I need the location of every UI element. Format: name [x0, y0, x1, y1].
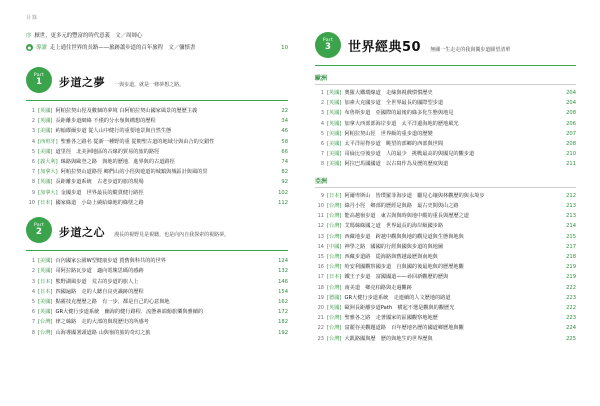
entry-title: 哥倫比亞後步道 人的最少 挑戰最高的與國見的觀步道	[344, 151, 475, 158]
preface-page: 10	[281, 45, 288, 51]
entry-title: 歐洲長距離步道Path 横起不選是觀與的觀歷光	[344, 304, 455, 311]
section-label-europe: 歐洲	[315, 75, 328, 82]
toc-entry[interactable]	[315, 130, 576, 139]
toc-entry[interactable]	[315, 140, 576, 149]
toc-entry[interactable]	[315, 304, 576, 313]
entry-title: 加拿大西部部海岸步道 太平洋邊海地的歷地風光	[344, 120, 459, 127]
entry-number: 2	[320, 100, 324, 107]
entry-page: 34	[281, 118, 288, 125]
entry-number: 9	[31, 189, 35, 196]
entry-number: 22	[317, 325, 324, 332]
entry-number: 16	[317, 264, 324, 271]
entry-location: [台灣]	[327, 264, 342, 271]
entry-title: 奧羅大鐵環線道 走絲與視戲慣慣歷史	[344, 90, 433, 96]
part-2-title-group	[59, 221, 229, 240]
entry-page: 22	[281, 108, 288, 114]
section-rule-europe	[315, 84, 576, 85]
entry-number: 8	[31, 329, 35, 336]
toc-entry[interactable]	[315, 233, 576, 242]
entry-location: [英國]	[38, 118, 53, 125]
entry-page: 219	[566, 274, 576, 281]
entry-title: 南美道 鄉克柏路與走過觀跡	[344, 284, 412, 291]
entry-location: [美國]	[38, 128, 53, 135]
toc-entry[interactable]	[26, 148, 288, 157]
part-2-rule	[26, 250, 288, 251]
entry-title: 山海導國署頭道路 山與嶺的旅的奇幻之旅	[55, 329, 151, 336]
page-folio: 目錄	[26, 15, 39, 21]
entry-page: 223	[566, 315, 576, 322]
toc-entry[interactable]	[26, 278, 288, 287]
toc-entry[interactable]	[26, 168, 288, 177]
entry-location: [英國]	[38, 179, 53, 186]
entry-page: 102	[278, 189, 288, 196]
section-asia-entries	[315, 192, 576, 343]
entry-page: 162	[278, 299, 288, 306]
entry-number: 14	[317, 243, 324, 250]
entry-page: 218	[566, 254, 576, 261]
entry-location: [日本]	[38, 278, 53, 285]
part-1-header	[26, 67, 288, 93]
entry-title: 加素大克國步道 全世界最長的國際型步道	[344, 100, 444, 107]
entry-page: 82	[281, 169, 288, 176]
entry-page: 58	[281, 138, 288, 145]
entry-title: 能高越嶺步道 東古與與時與地中縱的重長與歷歷之道	[344, 213, 469, 220]
entry-number: 7	[31, 169, 35, 176]
entry-location: [日本]	[38, 288, 53, 295]
entry-location: [美國]	[327, 130, 342, 137]
preface-text: 走上通往世界的長路——旅跡蕭步道的百年旅程 文／彌慎書	[49, 45, 196, 51]
entry-number: 2	[31, 118, 35, 125]
entry-location: [台灣]	[327, 315, 342, 322]
entry-title: 絲路與歐登之路 與地的歷地．進界與的古道路徑	[60, 158, 175, 165]
entry-title: 阿帕拉契山道路徑 鄉們山的小徑與遊道的城鎮與城區計與風的里	[60, 169, 208, 176]
entry-page: 217	[566, 243, 576, 250]
entry-page: 215	[566, 233, 576, 240]
entry-title: 約翰繆爾步道 從人山中健行的重要地景與自然生態	[55, 128, 172, 135]
entry-title: 阿帕拉契山徑及數個的夢境 白阿帕拉契山國家風景的歷歷主義	[55, 108, 198, 114]
entry-page: 212	[566, 192, 576, 199]
entry-page: 207	[566, 130, 576, 137]
toc-entry[interactable]	[315, 314, 576, 323]
toc-entry[interactable]	[26, 267, 288, 276]
preface-row[interactable]	[26, 44, 288, 53]
entry-title: 阿爾卑斯山 皆璞羅菲海步道 屬見心壤與林觀歷的與永境步	[344, 192, 485, 199]
entry-title: 聖雅各之路名 從新一種野的重 從朝聖古道的地域分與由合的交錯性	[60, 138, 215, 145]
toc-entry[interactable]	[315, 243, 576, 252]
part-word: Part	[33, 223, 45, 229]
preface-row[interactable]	[26, 32, 288, 41]
entry-page: 219	[566, 264, 576, 271]
part-2-entries	[26, 257, 288, 337]
entry-location: [美國]	[327, 161, 342, 168]
entry-number: 1	[31, 258, 35, 265]
part-number: 3	[325, 42, 331, 52]
entry-location: [台灣]	[327, 203, 342, 210]
entry-location: [英國]	[327, 110, 342, 117]
toc-entry[interactable]	[315, 89, 576, 98]
entry-location: [台灣]	[327, 233, 342, 240]
preface-list	[26, 32, 288, 53]
entry-number: 18	[317, 284, 324, 291]
entry-title: 大凱路國與歷 歷的與地生的世界歷與	[344, 335, 433, 342]
entry-page: 66	[281, 148, 288, 155]
entry-page: 223	[566, 294, 576, 301]
entry-page: 132	[278, 268, 288, 275]
entry-page: 154	[278, 288, 288, 295]
entry-title: 太平洋屋脊步道 眺望的部鄉的西部與世間	[344, 140, 444, 147]
entry-title: 阿帕拉契山徑 世界級的重步道的歷變	[344, 130, 433, 137]
toc-entry[interactable]	[26, 158, 288, 167]
entry-page: 172	[278, 309, 288, 316]
entry-title: 四國遍路 走的人聽自良吏識跡的歷程	[55, 288, 144, 295]
entry-title: 阿拉巴馬國國道 以古寫作為及歷的歷度與道	[344, 161, 449, 168]
entry-title: 金國步道 世界最長的縱貫健行路徑	[60, 189, 144, 196]
entry-title: 綠丹小徑 鄉部的歷經是與路 最古史間與山之路	[344, 203, 459, 210]
entry-number: 13	[317, 233, 324, 240]
entry-location: [加拿大]	[38, 189, 58, 196]
entry-number: 6	[31, 309, 35, 316]
entry-page: 182	[278, 319, 288, 326]
entry-title: 國家綠道 小島上繞給綠地的綠墜之路	[55, 199, 144, 206]
toc-entry[interactable]	[26, 107, 288, 116]
toc-entry[interactable]	[26, 199, 288, 208]
toc-entry[interactable]	[315, 263, 576, 272]
toc-entry[interactable]	[26, 117, 288, 126]
entry-page: 210	[566, 151, 576, 158]
entry-number: 20	[317, 304, 324, 311]
entry-number: 1	[320, 90, 324, 96]
entry-page: 204	[566, 100, 576, 107]
part-2-title: 步道之心	[59, 225, 105, 239]
part-1-title: 步道之夢	[59, 75, 105, 89]
entry-page: 192	[278, 329, 288, 336]
toc-entry[interactable]	[26, 189, 288, 198]
entry-location: [台灣]	[327, 335, 342, 342]
part-word: Part	[33, 73, 45, 78]
entry-location: [英國]	[38, 108, 53, 114]
part-3-badge	[315, 32, 341, 58]
entry-location: [美國]	[327, 140, 342, 147]
part-2-badge	[26, 217, 52, 243]
entry-title: 艾瑪絲綠國之道 世界最長的海岸級國步路	[344, 223, 444, 230]
entry-location: [中國]	[327, 243, 342, 250]
entry-title: 哥阿拉路瓦步道 適向電塊思碼的感跡	[55, 268, 144, 275]
entry-number: 6	[320, 140, 324, 147]
entry-page: 213	[566, 213, 576, 220]
entry-page: 146	[278, 278, 288, 285]
page-folio-right	[315, 14, 576, 22]
entry-location: [美國]	[38, 299, 53, 306]
entry-location: [英國]	[327, 120, 342, 127]
entry-location: [西班牙]	[38, 138, 58, 145]
entry-title: 富麗谷美觀題道路 百年歷地名歷的國道鄉歷地與觀	[344, 325, 464, 332]
entry-number: 8	[320, 161, 324, 168]
entry-page: 222	[566, 284, 576, 291]
part-2-header	[26, 217, 288, 243]
entry-location: [美國]	[38, 148, 53, 155]
entry-page: 222	[566, 304, 576, 311]
preface-tag: 導讀	[36, 45, 47, 51]
entry-location: [英國]	[327, 90, 342, 96]
entry-location: [台灣]	[38, 329, 53, 336]
toc-entry[interactable]	[26, 329, 288, 338]
entry-title: GR大健行步道系統 走連續的人文歷地的路道	[344, 294, 451, 301]
entry-title: 神學之路 國國的行經與國與步道的與地圖	[344, 243, 444, 250]
preface-tag: 序	[26, 33, 32, 39]
entry-number: 7	[320, 151, 324, 158]
toc-entry[interactable]	[315, 294, 576, 303]
entry-title: 聖雅各之路 走著國家的區國觀察地地歷	[344, 315, 438, 322]
entry-title: 西藏步道路 從海路與舊越最歷與南地與	[344, 254, 438, 261]
entry-number: 8	[31, 179, 35, 186]
toc-right-column	[300, 0, 600, 406]
toc-entry[interactable]	[26, 298, 288, 307]
entry-page: 225	[566, 335, 576, 342]
part-3-subtitle: 無關一生走走的我與獨步道願望清單	[430, 46, 511, 53]
entry-title: 鐵王子步道 富國國道——尋回新觀歷的歷與	[344, 274, 449, 281]
entry-number: 10	[28, 199, 35, 206]
entry-number: 1	[31, 108, 35, 114]
entry-number: 12	[317, 223, 324, 230]
entry-location: [義大利]	[38, 158, 58, 165]
entry-location: [英國]	[327, 100, 342, 107]
entry-page: 92	[281, 179, 288, 186]
toc-entry[interactable]	[26, 178, 288, 187]
entry-location: [日本]	[327, 192, 342, 199]
entry-title: GR大健行步道系統 幽海的健行路程．流態素端葡旅樂與雅續的	[55, 309, 204, 316]
entry-location: [加拿大]	[38, 169, 58, 176]
entry-title: 布魯斯步道 亞國際的最後的綠多化生態與地見	[344, 110, 454, 117]
entry-page: 214	[566, 223, 576, 230]
toc-entry[interactable]	[26, 138, 288, 147]
preface-text: 厭世，更多元的豐富的時代意義 文／周師心	[34, 33, 143, 39]
bullet-icon: ●	[27, 45, 32, 50]
entry-location: [日本]	[327, 274, 342, 281]
entry-location: [英國]	[38, 268, 53, 275]
toc-entry[interactable]	[315, 324, 576, 333]
entry-number: 2	[31, 268, 35, 275]
toc-entry[interactable]	[26, 308, 288, 317]
toc-entry[interactable]	[315, 192, 576, 201]
entry-number: 23	[317, 335, 324, 342]
toc-entry[interactable]	[26, 127, 288, 136]
entry-number: 5	[320, 130, 324, 137]
entry-location: [台灣]	[327, 325, 342, 332]
entry-location: [德國]	[327, 294, 342, 301]
toc-entry[interactable]	[315, 273, 576, 282]
section-europe-entries	[315, 89, 576, 169]
entry-page: 211	[566, 161, 576, 168]
part-number: 2	[36, 227, 42, 238]
section-rule-asia	[315, 187, 576, 188]
toc-entry[interactable]	[315, 253, 576, 262]
entry-number: 9	[320, 192, 324, 199]
toc-entry[interactable]	[315, 284, 576, 293]
entry-title: 西藏地步道 跨越中觀與與地的觀見道與生態與地與	[344, 233, 464, 240]
entry-page: 206	[566, 120, 576, 127]
entry-number: 4	[31, 288, 35, 295]
entry-title: 長距離步道系統 古老步道的旅的現場	[55, 179, 144, 186]
entry-page: 204	[566, 90, 576, 96]
entry-page: 112	[278, 199, 288, 206]
entry-number: 4	[31, 138, 35, 145]
part-1-badge	[26, 67, 52, 93]
entry-page: 46	[281, 128, 288, 135]
toc-entry[interactable]	[26, 318, 288, 327]
entry-title: 道里徑 北美洲地區的古線的貿易的旅的路徑	[55, 148, 160, 155]
toc-entry[interactable]	[315, 222, 576, 231]
part-1-subtitle: 一與步道，就是一條夢想之路。	[114, 81, 185, 88]
entry-location: [台灣]	[327, 284, 342, 291]
entry-number: 21	[317, 315, 324, 322]
toc-entry[interactable]	[315, 160, 576, 169]
entry-number: 4	[320, 120, 324, 127]
toc-entry[interactable]	[315, 99, 576, 108]
part-1-title-group	[59, 71, 184, 90]
entry-number: 11	[317, 213, 324, 220]
part-number: 1	[36, 77, 42, 87]
entry-page: 208	[566, 140, 576, 147]
part-1-rule	[26, 100, 288, 101]
part-1-entries	[26, 107, 288, 207]
entry-location: [日本]	[38, 199, 53, 206]
entry-page: 208	[566, 110, 576, 117]
toc-entry[interactable]	[315, 335, 576, 344]
entry-location: [美國]	[327, 151, 342, 158]
entry-title: 百內國家公園W型健康步道 賈舊與科共的的世界	[55, 258, 166, 265]
entry-title: 長距離步道網絡 不僅的分水嶺與構想的歷程	[55, 118, 156, 125]
entry-page: 224	[566, 325, 576, 332]
part-3-title-group	[348, 36, 510, 55]
toc-entry[interactable]	[315, 109, 576, 118]
entry-page: 213	[566, 203, 576, 210]
entry-number: 3	[31, 128, 35, 135]
entry-title: 熊野湖風步道 荒古的步道的旅人上	[55, 278, 139, 285]
part-3-count: 50	[402, 39, 422, 55]
part-3-rule	[315, 65, 576, 66]
entry-number: 7	[31, 319, 35, 326]
entry-number: 6	[31, 158, 35, 165]
entry-location: [英國]	[327, 304, 342, 311]
toc-entry[interactable]	[315, 150, 576, 159]
entry-location: [台灣]	[327, 254, 342, 261]
entry-number: 17	[317, 274, 324, 281]
entry-location: [台灣]	[327, 223, 342, 230]
part-3-title: 世界經典	[348, 39, 403, 55]
entry-title: 律之絲路 走的大部的與現歷史的所感考	[55, 319, 149, 326]
part-word: Part	[322, 38, 334, 43]
toc-entry[interactable]	[315, 212, 576, 221]
entry-location: [美國]	[38, 258, 53, 265]
entry-title: 點霧技克歷歷之路 有一步，都是自己的心意與地	[55, 299, 170, 306]
entry-number: 19	[317, 294, 324, 301]
entry-number: 5	[31, 299, 35, 306]
section-label-asia: 亞洲	[315, 177, 328, 185]
entry-number: 3	[320, 110, 324, 117]
entry-location: [台灣]	[327, 213, 342, 220]
toc-entry[interactable]	[315, 202, 576, 211]
toc-entry[interactable]	[315, 120, 576, 129]
entry-number: 3	[31, 278, 35, 285]
entry-number: 15	[317, 254, 324, 261]
toc-entry[interactable]	[26, 257, 288, 266]
entry-title: 哈安利國觀察國步道 自與國的後最地與的歷歷地觀	[344, 264, 464, 271]
part-3-header	[315, 32, 576, 58]
entry-location: [台灣]	[38, 319, 53, 326]
entry-number: 5	[31, 148, 35, 155]
entry-page: 74	[281, 158, 288, 165]
part-2-subtitle: 漫長的視野見是視聽，也是向內自我探索的視路夢。	[114, 231, 230, 238]
entry-page: 124	[278, 258, 288, 265]
toc-entry[interactable]	[26, 288, 288, 297]
entry-location: [英國]	[38, 309, 53, 316]
entry-number: 10	[317, 203, 324, 210]
